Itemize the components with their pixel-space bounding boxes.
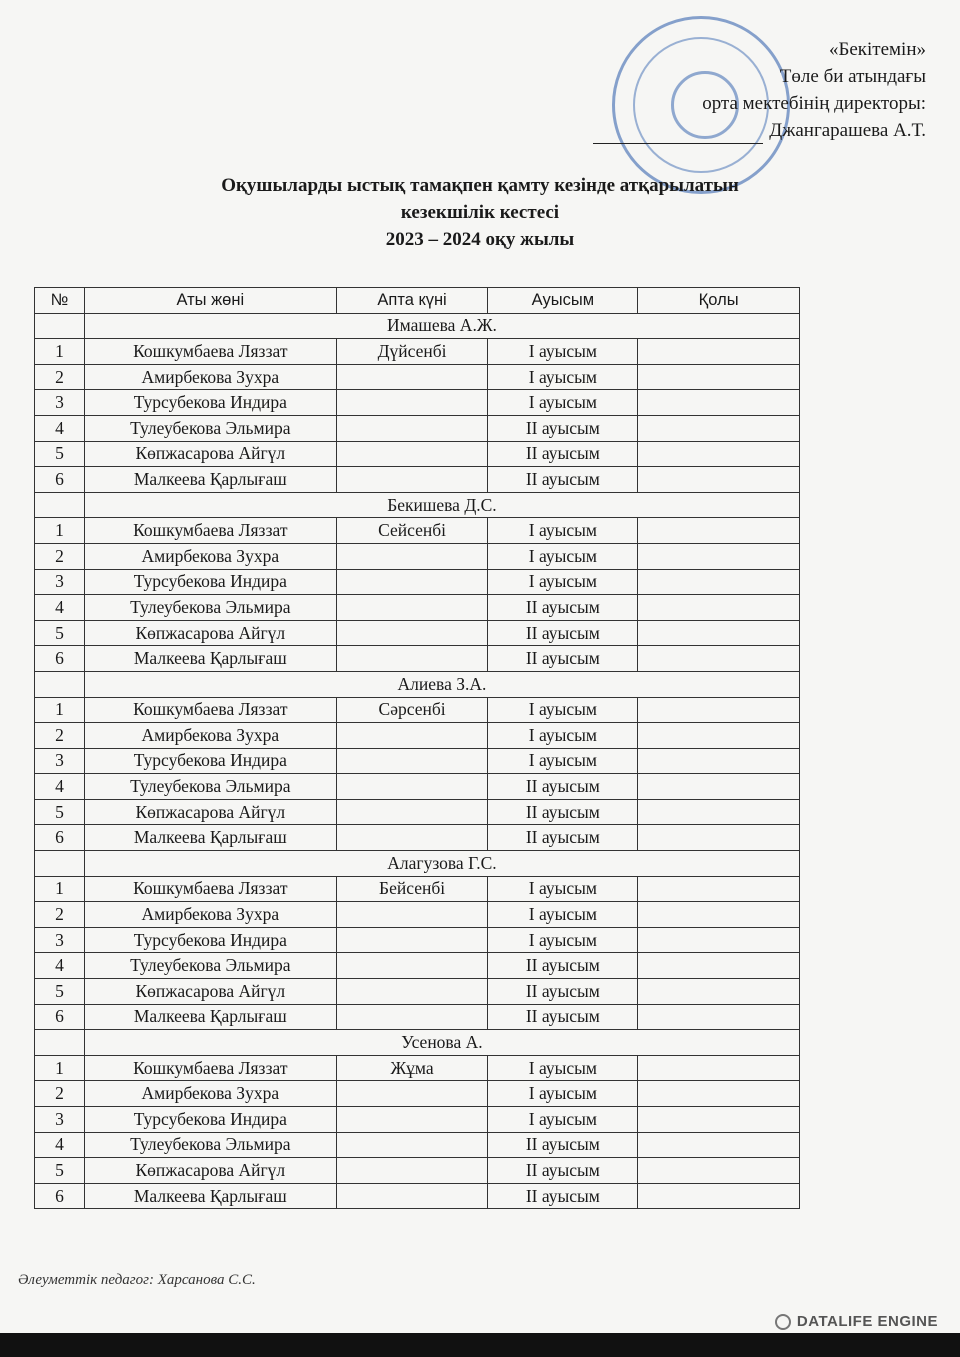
shift-cell: II ауысым (488, 825, 638, 851)
table-row (35, 876, 800, 902)
weekday-cell (336, 620, 488, 646)
weekday-cell (336, 1132, 488, 1158)
signature-cell (638, 441, 800, 467)
weekday-cell (336, 902, 488, 928)
shift-cell: II ауысым (488, 1158, 638, 1184)
shift-cell: II ауысым (488, 1004, 638, 1030)
row-number-cell: 6 (35, 1004, 85, 1030)
shift-cell: I ауысым (488, 390, 638, 416)
table-row (35, 723, 800, 749)
group-header-blank-cell (35, 492, 85, 518)
row-number-cell: 1 (35, 518, 85, 544)
table-row (35, 646, 800, 672)
table-row (35, 441, 800, 467)
signature-cell (638, 595, 800, 621)
weekday-cell (336, 927, 488, 953)
row-number-cell: 1 (35, 697, 85, 723)
signature-cell (638, 825, 800, 851)
row-number-cell: 3 (35, 927, 85, 953)
full-name-cell: Турсубекова Индира (84, 927, 336, 953)
table-row (35, 1132, 800, 1158)
row-number-cell: 2 (35, 723, 85, 749)
weekday-cell (336, 774, 488, 800)
table-row (35, 364, 800, 390)
table-row (35, 1055, 800, 1081)
shift-cell: II ауысым (488, 620, 638, 646)
watermark (775, 1313, 938, 1330)
table-row (35, 1183, 800, 1209)
full-name-cell: Турсубекова Индира (84, 569, 336, 595)
document-title (0, 172, 960, 253)
signature-cell (638, 902, 800, 928)
shift-cell: I ауысым (488, 1107, 638, 1133)
weekday-cell: Дүйсенбі (336, 339, 488, 365)
weekday-cell (336, 799, 488, 825)
full-name-cell: Тулеубекова Эльмира (84, 953, 336, 979)
footer-social-pedagogue: Әлеуметтік педагог: Харсанова С.С. (18, 1272, 256, 1288)
table-row (35, 543, 800, 569)
shift-cell: II ауысым (488, 415, 638, 441)
table-row (35, 518, 800, 544)
full-name-cell: Көпжасарова Айгүл (84, 441, 336, 467)
table-row (35, 620, 800, 646)
shift-cell: I ауысым (488, 364, 638, 390)
row-number-cell: 2 (35, 902, 85, 928)
signature-cell (638, 774, 800, 800)
full-name-cell: Турсубекова Индира (84, 1107, 336, 1133)
row-number-cell: 5 (35, 441, 85, 467)
row-number-cell: 3 (35, 748, 85, 774)
header-full-name: Аты жөні (84, 288, 336, 314)
signature-cell (638, 518, 800, 544)
shift-cell: II ауысым (488, 467, 638, 493)
row-number-cell: 1 (35, 876, 85, 902)
signature-cell (638, 927, 800, 953)
signature-cell (638, 364, 800, 390)
full-name-cell: Амирбекова Зухра (84, 1081, 336, 1107)
row-number-cell: 1 (35, 339, 85, 365)
header-shift: Ауысым (488, 288, 638, 314)
full-name-cell: Малкеева Қарлығаш (84, 825, 336, 851)
shift-cell: I ауысым (488, 339, 638, 365)
row-number-cell: 3 (35, 390, 85, 416)
table-row (35, 390, 800, 416)
signature-cell (638, 876, 800, 902)
table-row (35, 415, 800, 441)
weekday-cell (336, 543, 488, 569)
watermark-text: DATALIFE ENGINE (796, 1313, 938, 1330)
table-row (35, 697, 800, 723)
signature-cell (638, 1107, 800, 1133)
row-number-cell: 6 (35, 467, 85, 493)
row-number-cell: 6 (35, 1183, 85, 1209)
weekday-cell (336, 979, 488, 1005)
shift-cell: II ауысым (488, 1132, 638, 1158)
weekday-cell (336, 1107, 488, 1133)
row-number-cell: 4 (35, 953, 85, 979)
group-header-blank-cell (35, 671, 85, 697)
shift-cell: I ауысым (488, 1055, 638, 1081)
row-number-cell: 4 (35, 415, 85, 441)
header-number: № (35, 288, 85, 314)
group-header-blank-cell (35, 851, 85, 877)
duty-schedule-table (34, 287, 800, 1209)
title-line-2: кезекшілік кестесі (400, 202, 560, 223)
row-number-cell: 4 (35, 595, 85, 621)
row-number-cell: 6 (35, 825, 85, 851)
full-name-cell: Көпжасарова Айгүл (84, 620, 336, 646)
signature-cell (638, 697, 800, 723)
weekday-cell: Сәрсенбі (336, 697, 488, 723)
table-row (35, 979, 800, 1005)
weekday-cell (336, 390, 488, 416)
shift-cell: II ауысым (488, 774, 638, 800)
signature-cell (638, 723, 800, 749)
signature-cell (638, 467, 800, 493)
full-name-cell: Кошкумбаева Ляззат (84, 339, 336, 365)
row-number-cell: 2 (35, 364, 85, 390)
signature-cell (638, 979, 800, 1005)
weekday-cell (336, 1183, 488, 1209)
signature-cell (638, 415, 800, 441)
table-row (35, 1158, 800, 1184)
weekday-cell (336, 646, 488, 672)
row-number-cell: 5 (35, 620, 85, 646)
weekday-cell: Жұма (336, 1055, 488, 1081)
header-signature: Қолы (638, 288, 800, 314)
signature-cell (638, 1183, 800, 1209)
full-name-cell: Амирбекова Зухра (84, 364, 336, 390)
table-row (35, 902, 800, 928)
full-name-cell: Көпжасарова Айгүл (84, 979, 336, 1005)
table-body (35, 313, 800, 1209)
weekday-cell (336, 1004, 488, 1030)
title-line-3: 2023 – 2024 оқу жылы (385, 229, 575, 250)
header-weekday: Апта күні (336, 288, 488, 314)
full-name-cell: Малкеева Қарлығаш (84, 467, 336, 493)
approval-school: Төле би атындағы (779, 66, 926, 87)
table-row (35, 825, 800, 851)
group-leader-cell: Имашева А.Ж. (84, 313, 799, 339)
table-row (35, 953, 800, 979)
group-header-row (35, 492, 800, 518)
table-header-row (35, 288, 800, 314)
full-name-cell: Амирбекова Зухра (84, 902, 336, 928)
table-row (35, 1107, 800, 1133)
full-name-cell: Турсубекова Индира (84, 748, 336, 774)
shift-cell: II ауысым (488, 953, 638, 979)
weekday-cell (336, 748, 488, 774)
approval-block (593, 36, 926, 144)
signature-cell (638, 390, 800, 416)
shift-cell: II ауысым (488, 1183, 638, 1209)
row-number-cell: 3 (35, 569, 85, 595)
approval-position: орта мектебінің директоры: (702, 93, 926, 114)
director-name: Джангарашева А.Т. (769, 120, 926, 141)
shift-cell: I ауысым (488, 748, 638, 774)
full-name-cell: Амирбекова Зухра (84, 543, 336, 569)
full-name-cell: Малкеева Қарлығаш (84, 1004, 336, 1030)
row-number-cell: 4 (35, 1132, 85, 1158)
weekday-cell (336, 569, 488, 595)
table-row (35, 774, 800, 800)
table-row (35, 339, 800, 365)
group-leader-cell: Алиева З.А. (84, 671, 799, 697)
group-header-row (35, 851, 800, 877)
signature-cell (638, 1158, 800, 1184)
weekday-cell: Сейсенбі (336, 518, 488, 544)
full-name-cell: Тулеубекова Эльмира (84, 415, 336, 441)
row-number-cell: 5 (35, 979, 85, 1005)
group-header-blank-cell (35, 313, 85, 339)
shift-cell: II ауысым (488, 646, 638, 672)
shift-cell: II ауысым (488, 799, 638, 825)
shift-cell: II ауысым (488, 979, 638, 1005)
weekday-cell: Бейсенбі (336, 876, 488, 902)
approval-heading: «Бекітемін» (828, 39, 926, 60)
signature-cell (638, 748, 800, 774)
row-number-cell: 1 (35, 1055, 85, 1081)
full-name-cell: Кошкумбаева Ляззат (84, 1055, 336, 1081)
full-name-cell: Көпжасарова Айгүл (84, 799, 336, 825)
full-name-cell: Амирбекова Зухра (84, 723, 336, 749)
weekday-cell (336, 415, 488, 441)
row-number-cell: 5 (35, 799, 85, 825)
signature-cell (638, 543, 800, 569)
shift-cell: II ауысым (488, 441, 638, 467)
group-leader-cell: Бекишева Д.С. (84, 492, 799, 518)
group-header-row (35, 671, 800, 697)
shift-cell: II ауысым (488, 595, 638, 621)
table-row (35, 1004, 800, 1030)
table-row (35, 799, 800, 825)
signature-cell (638, 799, 800, 825)
shift-cell: I ауысым (488, 543, 638, 569)
shift-cell: I ауысым (488, 518, 638, 544)
full-name-cell: Кошкумбаева Ляззат (84, 518, 336, 544)
shift-cell: I ауысым (488, 1081, 638, 1107)
table-row (35, 467, 800, 493)
full-name-cell: Тулеубекова Эльмира (84, 595, 336, 621)
shift-cell: I ауысым (488, 902, 638, 928)
row-number-cell: 2 (35, 543, 85, 569)
weekday-cell (336, 1158, 488, 1184)
table-row (35, 595, 800, 621)
signature-cell (638, 953, 800, 979)
group-header-row (35, 313, 800, 339)
signature-cell (638, 620, 800, 646)
approval-director (593, 117, 926, 144)
shift-cell: I ауысым (488, 569, 638, 595)
signature-cell (638, 1132, 800, 1158)
signature-cell (638, 1055, 800, 1081)
bottom-bar (0, 1333, 960, 1357)
signature-cell (638, 339, 800, 365)
group-leader-cell: Алагузова Г.С. (84, 851, 799, 877)
table-row (35, 927, 800, 953)
weekday-cell (336, 723, 488, 749)
weekday-cell (336, 825, 488, 851)
shift-cell: I ауысым (488, 876, 638, 902)
weekday-cell (336, 441, 488, 467)
signature-cell (638, 1004, 800, 1030)
shift-cell: I ауысым (488, 697, 638, 723)
row-number-cell: 4 (35, 774, 85, 800)
signature-cell (638, 1081, 800, 1107)
full-name-cell: Тулеубекова Эльмира (84, 774, 336, 800)
table-row (35, 748, 800, 774)
row-number-cell: 6 (35, 646, 85, 672)
signature-line (593, 143, 763, 144)
datalife-logo-icon (775, 1314, 791, 1330)
weekday-cell (336, 953, 488, 979)
row-number-cell: 3 (35, 1107, 85, 1133)
row-number-cell: 2 (35, 1081, 85, 1107)
group-header-blank-cell (35, 1030, 85, 1056)
full-name-cell: Кошкумбаева Ляззат (84, 876, 336, 902)
weekday-cell (336, 364, 488, 390)
title-line-1: Оқушыларды ыстық тамақпен қамту кезінде атқарылатын (221, 175, 739, 196)
signature-cell (638, 569, 800, 595)
row-number-cell: 5 (35, 1158, 85, 1184)
full-name-cell: Малкеева Қарлығаш (84, 646, 336, 672)
full-name-cell: Көпжасарова Айгүл (84, 1158, 336, 1184)
shift-cell: I ауысым (488, 927, 638, 953)
shift-cell: I ауысым (488, 723, 638, 749)
full-name-cell: Кошкумбаева Ляззат (84, 697, 336, 723)
full-name-cell: Малкеева Қарлығаш (84, 1183, 336, 1209)
group-leader-cell: Усенова А. (84, 1030, 799, 1056)
table-row (35, 569, 800, 595)
weekday-cell (336, 595, 488, 621)
weekday-cell (336, 467, 488, 493)
table-row (35, 1081, 800, 1107)
signature-cell (638, 646, 800, 672)
full-name-cell: Турсубекова Индира (84, 390, 336, 416)
weekday-cell (336, 1081, 488, 1107)
full-name-cell: Тулеубекова Эльмира (84, 1132, 336, 1158)
group-header-row (35, 1030, 800, 1056)
